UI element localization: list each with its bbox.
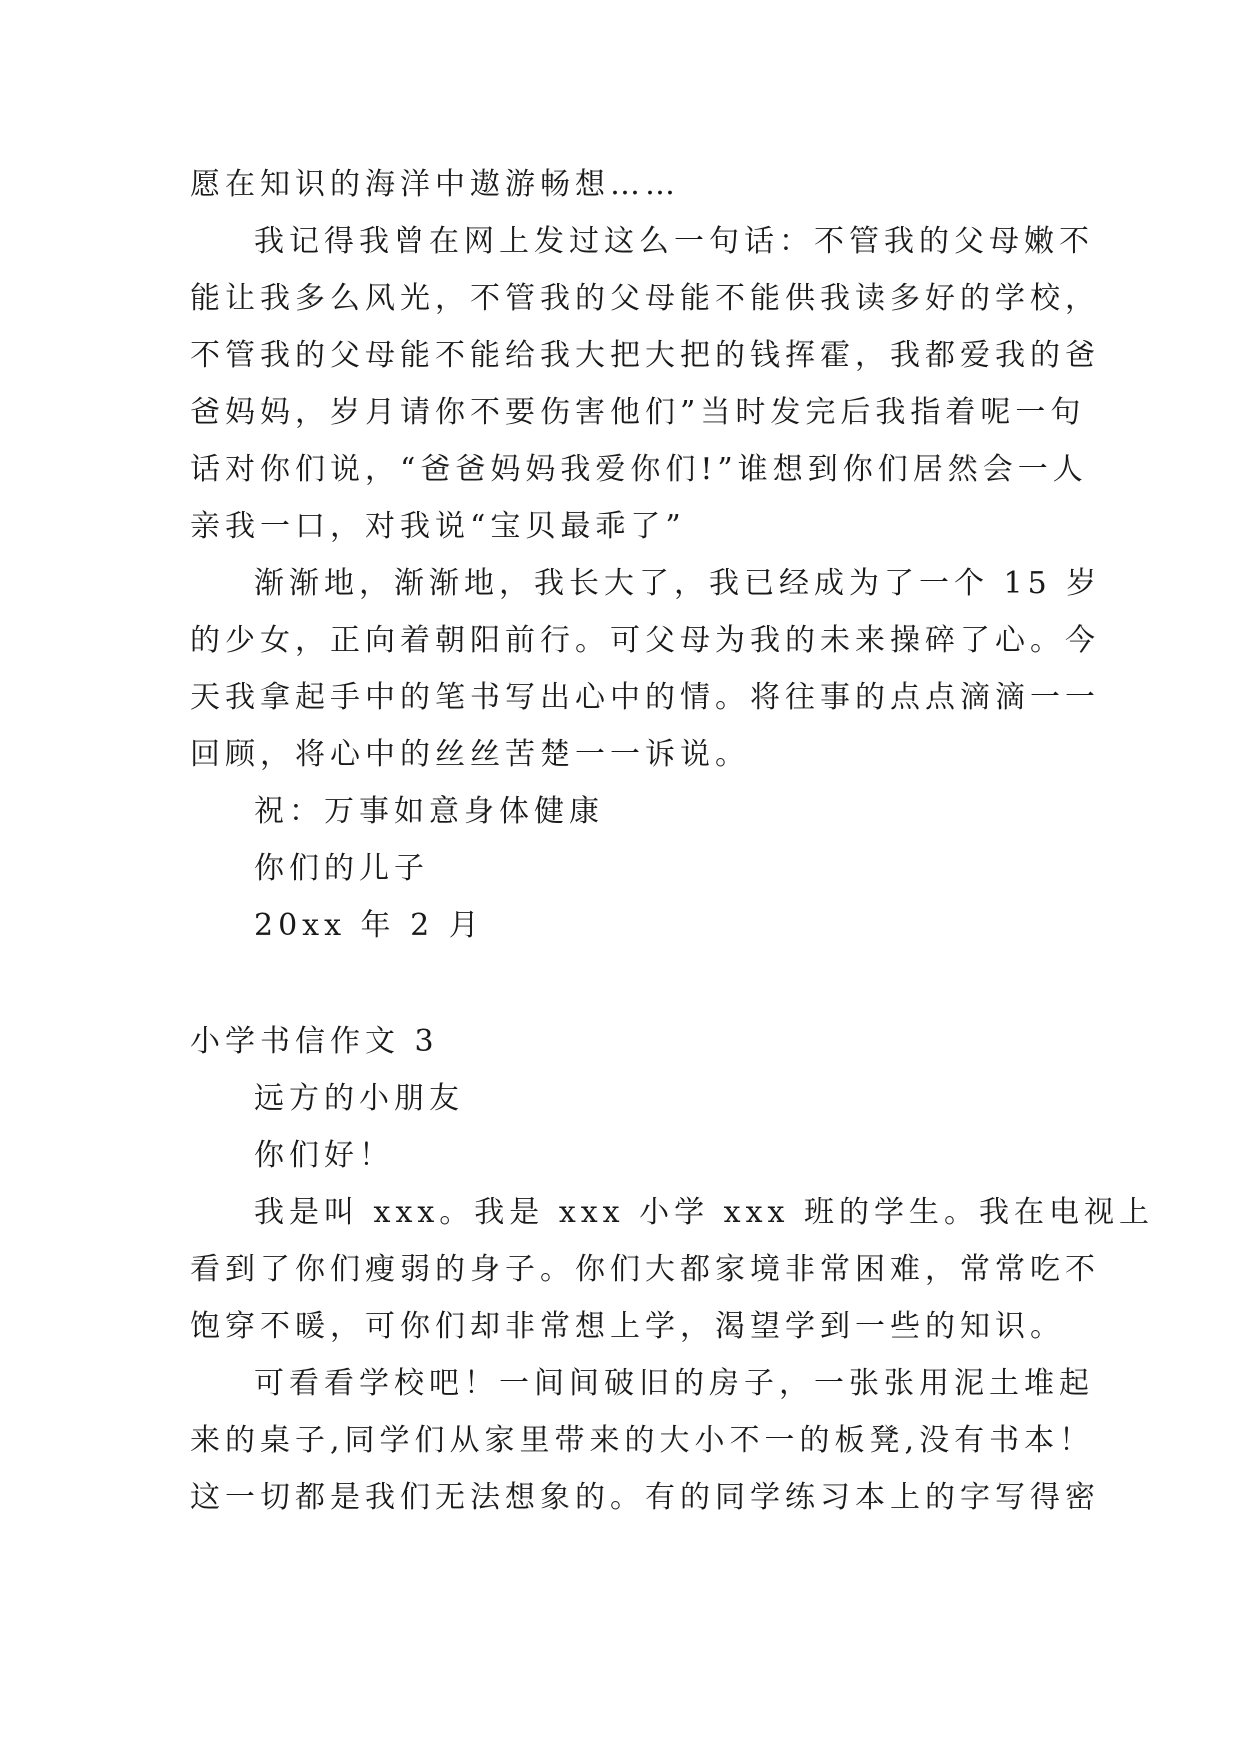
text-line: 回顾，将心中的丝丝苦楚一一诉说。 <box>190 737 750 772</box>
text-line-continuation: 愿在知识的海洋中遨游畅想…… <box>190 167 680 202</box>
closing-wish: 祝：万事如意身体健康 <box>254 794 604 829</box>
signature: 你们的儿子 <box>254 851 429 886</box>
text-line: 不管我的父母能不能给我大把大把的钱挥霍，我都爱我的爸 <box>190 338 1100 373</box>
text-line: 的少女，正向着朝阳前行。可父母为我的未来操碎了心。今 <box>190 623 1100 658</box>
text-line: 饱穿不暖，可你们却非常想上学，渴望学到一些的知识。 <box>190 1309 1065 1344</box>
text-line: 这一切都是我们无法想象的。有的同学练习本上的字写得密 <box>190 1480 1100 1515</box>
paragraph-start: 我是叫 xxx。我是 xxx 小学 xxx 班的学生。我在电视上 <box>254 1195 1154 1230</box>
paragraph-start: 渐渐地，渐渐地，我长大了，我已经成为了一个 15 岁 <box>254 566 1102 601</box>
greeting: 你们好！ <box>254 1138 394 1173</box>
text-line: 来的桌子,同学们从家里带来的大小不一的板凳,没有书本！ <box>190 1423 1095 1458</box>
salutation: 远方的小朋友 <box>254 1081 464 1116</box>
text-line: 爸妈妈，岁月请你不要伤害他们”当时发完后我指着呢一句 <box>190 395 1086 430</box>
text-line: 话对你们说，“爸爸妈妈我爱你们!”谁想到你们居然会一人 <box>190 452 1088 487</box>
paragraph-start: 我记得我曾在网上发过这么一句话：不管我的父母嫩不 <box>254 224 1094 259</box>
paragraph-start: 可看看学校吧！一间间破旧的房子，一张张用泥土堆起 <box>254 1366 1094 1401</box>
text-line: 亲我一口，对我说“宝贝最乖了” <box>190 509 686 544</box>
text-line: 能让我多么风光，不管我的父母能不能供我读多好的学校， <box>190 281 1100 316</box>
text-line: 天我拿起手中的笔书写出心中的情。将往事的点点滴滴一一 <box>190 680 1100 715</box>
text-line: 看到了你们瘦弱的身子。你们大都家境非常困难，常常吃不 <box>190 1252 1100 1287</box>
section-title: 小学书信作文 3 <box>190 1024 439 1059</box>
date-line: 20xx 年 2 月 <box>254 908 484 943</box>
